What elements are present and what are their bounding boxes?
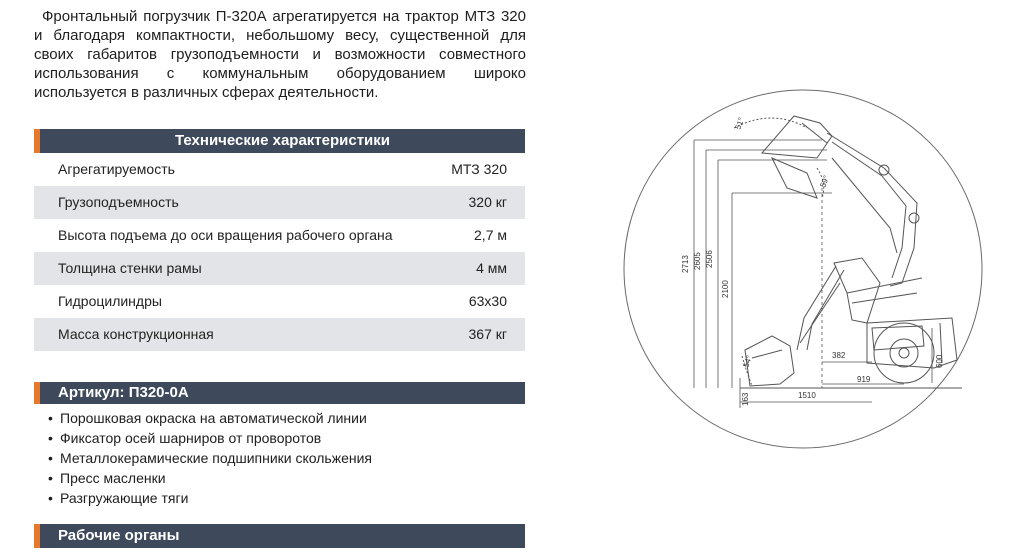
spec-row	[34, 318, 525, 351]
loader-linework	[734, 116, 962, 388]
spec-value: 2,7 м	[474, 227, 507, 243]
header-accent-bar	[34, 524, 40, 548]
upright-brace	[847, 278, 922, 293]
dim-label-h4: 2100	[721, 280, 730, 298]
bullet-icon: •	[48, 430, 53, 446]
angle-label-a2: 59°	[818, 174, 832, 189]
wheel-hub	[890, 339, 918, 367]
boom-pivot-2	[909, 213, 919, 223]
bullet-icon: •	[48, 450, 53, 466]
dim-label-h2: 2605	[693, 252, 702, 270]
spec-row	[34, 186, 525, 219]
dim-label-d4: 600	[935, 354, 944, 368]
boom-pivot	[879, 165, 889, 175]
spec-row	[34, 252, 525, 285]
dim-label-h3: 2506	[705, 250, 714, 268]
tractor-wheel	[874, 323, 934, 383]
list-item	[48, 408, 372, 428]
angle-label-a3: 54°	[741, 354, 755, 369]
tractor-panel	[872, 326, 924, 350]
spec-value: 320 кг	[468, 194, 507, 210]
spec-label: Высота подъема до оси вращения рабочего органа	[58, 227, 393, 243]
intro-text-block	[34, 7, 526, 102]
upper-bucket	[762, 116, 832, 158]
lower-boom-arm	[797, 266, 836, 350]
specs-header	[34, 129, 525, 153]
specs-title: Технические характеристики	[174, 132, 391, 149]
spec-value: 367 кг	[468, 326, 507, 342]
work-tools-title: Рабочие органы	[58, 527, 180, 544]
dim-label-d2: 919	[857, 375, 871, 384]
upper-boom-arm	[827, 133, 917, 286]
dim-label-h5: 163	[741, 392, 750, 406]
feature-text: Пресс масленки	[60, 470, 166, 486]
bullet-icon: •	[48, 490, 53, 506]
article-title: Артикул: П320-0А	[58, 384, 189, 401]
header-accent-bar	[34, 382, 40, 404]
bullet-icon: •	[48, 410, 53, 426]
feature-list	[48, 408, 372, 508]
upright-brace-2	[852, 293, 917, 303]
article-header	[34, 382, 525, 404]
spec-value: 4 мм	[476, 260, 507, 276]
bullet-icon: •	[48, 470, 53, 486]
feature-text: Фиксатор осей шарниров от проворотов	[60, 430, 322, 446]
upper-boom-cylinder	[832, 158, 897, 253]
wheel-axle	[899, 348, 909, 358]
dim-label-d1: 382	[832, 351, 846, 360]
spec-row	[34, 285, 525, 318]
upper-boom-arm-2	[832, 142, 906, 278]
angle-label-a1: 51°	[733, 116, 747, 131]
feature-text: Порошковая окраска на автоматической линии	[60, 410, 367, 426]
dim-label-d3: 1510	[798, 391, 816, 400]
dimension-lines	[694, 140, 932, 408]
spec-label: Толщина стенки рамы	[58, 260, 202, 276]
lower-bucket-detail	[752, 350, 782, 358]
list-item	[48, 468, 372, 488]
dim-label-h1: 2713	[681, 255, 690, 273]
list-item	[48, 428, 372, 448]
feature-text: Разгружающие тяги	[60, 490, 189, 506]
dumped-bucket	[772, 158, 817, 198]
specs-table	[34, 153, 525, 351]
spec-row	[34, 219, 525, 252]
spec-value: 63х30	[468, 293, 507, 309]
spec-label: Масса конструкционная	[58, 326, 214, 342]
spec-label: Гидроцилиндры	[58, 293, 162, 309]
list-item	[48, 448, 372, 468]
spec-row	[34, 153, 525, 186]
spec-label: Агрегатируемость	[58, 161, 175, 177]
intro-paragraph: Фронтальный погрузчик П-320А агрегатируется на трактор МТЗ 320 и благодаря компактности, небольшому весу, существенной для своих габаритов грузоподъемности и возможности совместного использования с коммунальным оборудованием широко используется в различных сферах деятельности.	[34, 8, 526, 101]
spec-value: МТЗ 320	[451, 161, 507, 177]
work-tools-header	[34, 524, 525, 548]
spec-label: Грузоподъемность	[58, 194, 179, 210]
lower-boom-arm-2	[807, 270, 844, 350]
list-item	[48, 488, 372, 508]
feature-text: Металлокерамические подшипники скольжения	[60, 450, 373, 466]
loader-technical-drawing	[622, 88, 984, 450]
